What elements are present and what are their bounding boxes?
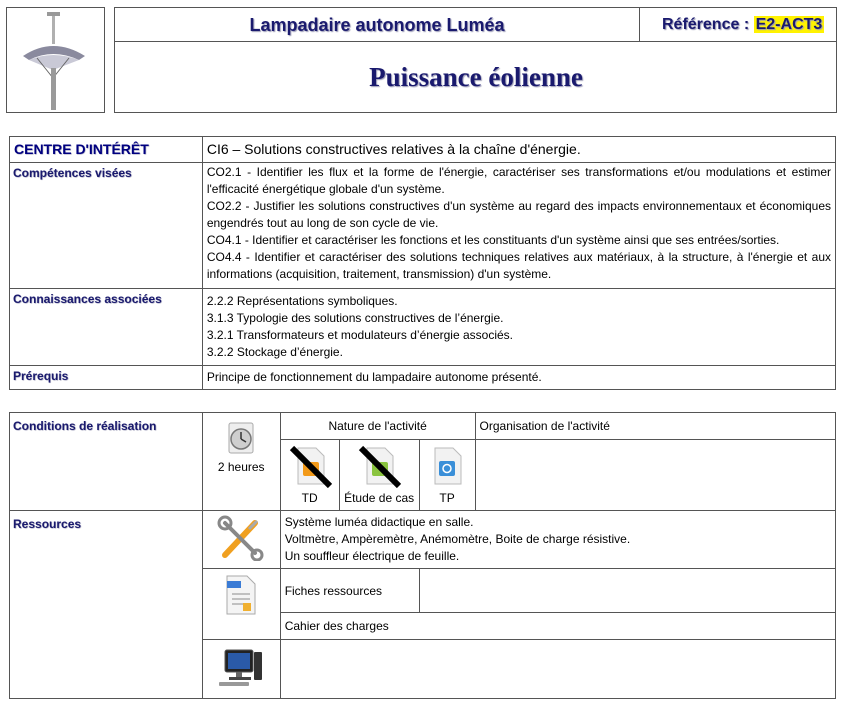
competence-item: CO2.1 - Identifier les flux et la forme de l'énergie, caractériser ses transformations et/ou modulations et estimer l'efficacité énergétique globale d'un système. [206, 165, 831, 196]
duration-cell [202, 413, 280, 511]
organisation-value [475, 440, 835, 511]
materiel-list [280, 511, 835, 569]
materiel-item: Un souffleur électrique de feuille. [284, 549, 460, 563]
documents-icon-cell [202, 569, 280, 640]
document-icon [203, 573, 280, 622]
clock-icon [203, 421, 280, 458]
connaissance-item: 3.2.1 Transformateurs et modulateurs d’énergie associés. [206, 328, 513, 342]
computer-resources [280, 640, 835, 699]
conditions-label: Conditions de réalisation [10, 413, 203, 511]
reference-label: Référence : [662, 16, 750, 33]
conditions-table [9, 412, 836, 699]
case-study-document-crossed-icon [340, 444, 419, 491]
connaissance-item: 3.1.3 Typologie des solutions constructives de l’énergie. [206, 311, 504, 325]
competences-list [202, 163, 835, 289]
activity-etude [339, 440, 419, 511]
interest-label: CENTRE D'INTÉRÊT [10, 137, 203, 163]
connaissance-item: 2.2.2 Représentations symboliques. [206, 294, 398, 308]
document-fiches-extra [419, 569, 835, 613]
computer-icon [203, 646, 280, 693]
tools-icon-cell [202, 511, 280, 569]
prerequis-value: Principe de fonctionnement du lampadaire autonome présenté. [202, 366, 835, 390]
competences-label: Compétences visées [10, 163, 203, 289]
objectives-table [9, 136, 836, 390]
document-cahier: Cahier des charges [280, 613, 835, 640]
prerequis-label: Prérequis [10, 366, 203, 390]
activity-title: Puissance éolienne [369, 62, 583, 92]
computer-icon-cell [202, 640, 280, 699]
project-title-cell [115, 8, 640, 42]
connaissance-item: 3.2.2 Stockage d’énergie. [206, 345, 343, 359]
td-document-crossed-icon [281, 444, 339, 491]
reference-code: E2-ACT3 [755, 16, 823, 33]
connaissances-label: Connaissances associées [10, 289, 203, 366]
project-title: Lampadaire autonome Luméa [249, 15, 505, 35]
ressources-label: Ressources [10, 511, 203, 699]
activity-td [280, 440, 339, 511]
lamp-logo [6, 7, 105, 113]
activity-type-tp: TP [439, 491, 455, 505]
reference-cell [640, 8, 837, 42]
nature-header: Nature de l'activité [280, 413, 475, 440]
competence-item: CO4.1 - Identifier et caractériser les fonctions et les constituants d'un système ainsi que ses entrées/sorties. [206, 233, 780, 247]
header [114, 7, 837, 113]
duration: 2 heures [217, 460, 265, 474]
activity-type-td: TD [301, 491, 318, 505]
competence-item: CO2.2 - Justifier les solutions constructives d'un système au regard des impacts environnementaux et économiques engendrés tout au long de son cycle de vie. [206, 199, 831, 230]
tools-icon [203, 515, 280, 566]
reference [640, 8, 837, 42]
connaissances-list [202, 289, 835, 366]
competence-item: CO4.4 - Identifier et caractériser des solutions techniques relatives aux matériaux, à la structure, à l'énergie et aux informations (acquisition, traitement, transmission) d'un système. [206, 250, 831, 281]
tp-document-icon [420, 444, 475, 491]
activity-type-etude: Étude de cas [344, 491, 415, 505]
materiel-item: Voltmètre, Ampèremètre, Anémomètre, Boite de charge résistive. [284, 532, 631, 546]
document-fiches: Fiches ressources [280, 569, 419, 613]
interest-value: CI6 – Solutions constructives relatives à la chaîne d'énergie. [202, 137, 835, 163]
activity-tp [419, 440, 475, 511]
street-lamp-icon [7, 8, 104, 112]
organisation-header: Organisation de l'activité [475, 413, 835, 440]
materiel-item: Système luméa didactique en salle. [284, 515, 474, 529]
